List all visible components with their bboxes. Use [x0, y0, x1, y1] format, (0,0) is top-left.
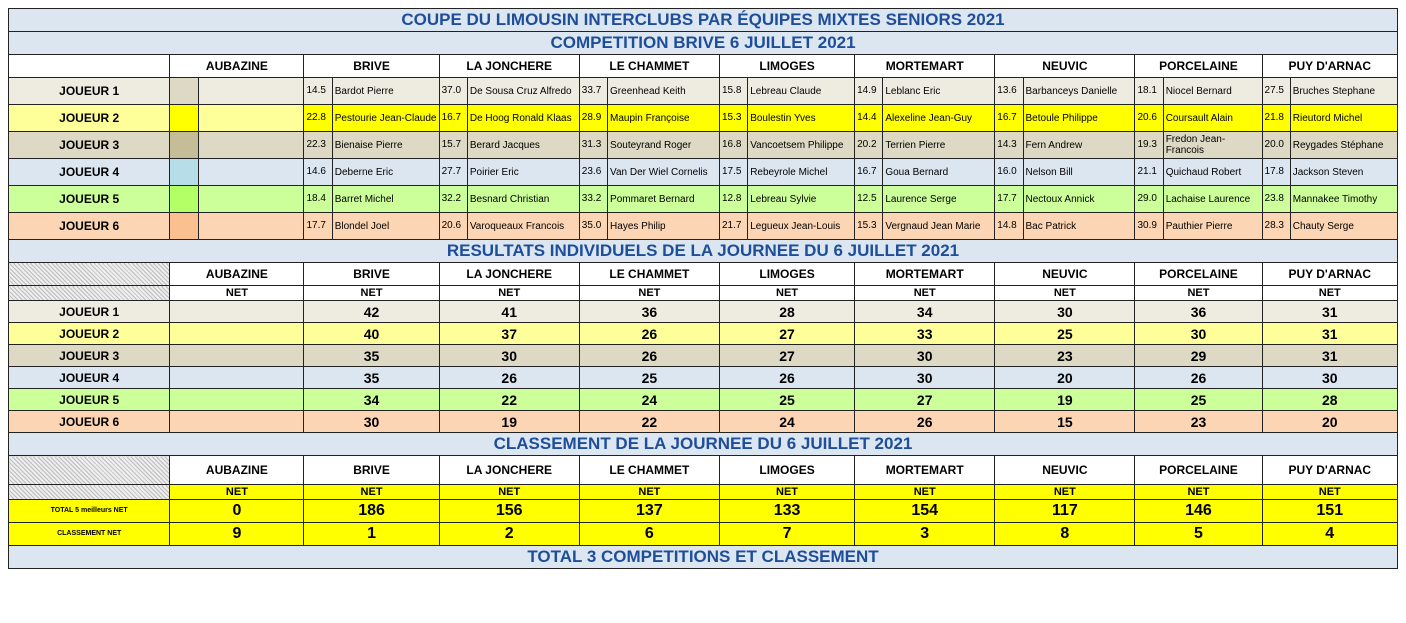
player-name: Maupin Françoise [608, 105, 720, 132]
net-score: 30 [995, 301, 1135, 323]
handicap: 28.9 [579, 105, 607, 132]
net-score: 31 [1262, 345, 1397, 367]
club-header: MORTEMART [855, 456, 995, 485]
ranking-value: 4 [1262, 523, 1397, 546]
player-label: JOUEUR 3 [9, 345, 170, 367]
net-score: 26 [719, 367, 854, 389]
player-name: Bac Patrick [1023, 213, 1135, 240]
handicap: 29.0 [1135, 186, 1163, 213]
net-score: 27 [855, 389, 995, 411]
player-label: JOUEUR 1 [9, 78, 170, 105]
ranking-value: 7 [719, 523, 854, 546]
net-score: 22 [439, 389, 579, 411]
handicap: 20.2 [855, 132, 883, 159]
handicap: 16.0 [995, 159, 1023, 186]
player-name: Besnard Christian [467, 186, 579, 213]
handicap: 37.0 [439, 78, 467, 105]
net-score: 27 [719, 345, 854, 367]
player-name: Coursault Alain [1163, 105, 1262, 132]
ranking-value: 8 [995, 523, 1135, 546]
net-score: 26 [439, 367, 579, 389]
handicap [170, 186, 198, 213]
player-name: Goua Bernard [883, 159, 995, 186]
player-name [198, 132, 304, 159]
handicap: 32.2 [439, 186, 467, 213]
ranking-title [9, 433, 1398, 456]
player-name: Greenhead Keith [608, 78, 720, 105]
net-score: 41 [439, 301, 579, 323]
player-name: Alexeline Jean-Guy [883, 105, 995, 132]
net-label: NET [579, 286, 719, 301]
handicap: 19.3 [1135, 132, 1163, 159]
handicap: 27.5 [1262, 78, 1290, 105]
result-row [9, 389, 1398, 411]
player-name: Pauthier Pierre [1163, 213, 1262, 240]
player-name: Poirier Eric [467, 159, 579, 186]
handicap: 21.8 [1262, 105, 1290, 132]
club-header: AUBAZINE [170, 263, 304, 286]
sheet-title [9, 9, 1398, 32]
corner-cell [9, 485, 170, 500]
club-header-row [9, 263, 1398, 286]
handicap: 17.5 [719, 159, 747, 186]
net-label: NET [855, 485, 995, 500]
net-score: 25 [995, 323, 1135, 345]
handicap: 30.9 [1135, 213, 1163, 240]
player-label: JOUEUR 4 [9, 367, 170, 389]
net-score: 37 [439, 323, 579, 345]
player-name: Leblanc Eric [883, 78, 995, 105]
player-name: Rieutord Michel [1290, 105, 1397, 132]
handicap: 21.1 [1135, 159, 1163, 186]
handicap: 12.5 [855, 186, 883, 213]
total-net: 117 [995, 500, 1135, 523]
handicap: 18.1 [1135, 78, 1163, 105]
total-net: 0 [170, 500, 304, 523]
handicap [170, 78, 198, 105]
club-header: PUY D'ARNAC [1262, 55, 1397, 78]
club-header: BRIVE [304, 55, 439, 78]
handicap: 18.4 [304, 186, 332, 213]
net-score [170, 345, 304, 367]
net-score: 25 [719, 389, 854, 411]
player-name: Lebreau Claude [748, 78, 855, 105]
player-name: Chauty Serge [1290, 213, 1397, 240]
player-label: JOUEUR 1 [9, 301, 170, 323]
player-name: Nectoux Annick [1023, 186, 1135, 213]
result-row [9, 367, 1398, 389]
ranking-value: 1 [304, 523, 439, 546]
net-score: 26 [579, 345, 719, 367]
net-score: 19 [995, 389, 1135, 411]
net-label: NET [170, 286, 304, 301]
club-header: NEUVIC [995, 456, 1135, 485]
results-title: RESULTATS INDIVIDUELS DE LA JOURNEE DU 6 JUILLET 2021 [9, 240, 1398, 263]
net-score: 30 [439, 345, 579, 367]
sheet-title: COUPE DU LIMOUSIN INTERCLUBS PAR ÉQUIPES MIXTES SENIORS 2021 [9, 9, 1398, 32]
net-score: 31 [1262, 301, 1397, 323]
net-score: 19 [439, 411, 579, 433]
club-header: PORCELAINE [1135, 456, 1262, 485]
player-label: JOUEUR 5 [9, 186, 170, 213]
net-score: 20 [1262, 411, 1397, 433]
player-name: Fredon Jean-Francois [1163, 132, 1262, 159]
net-score: 25 [1135, 389, 1262, 411]
player-name: Fern Andrew [1023, 132, 1135, 159]
player-name: Nelson Bill [1023, 159, 1135, 186]
handicap: 16.7 [855, 159, 883, 186]
handicap: 20.6 [439, 213, 467, 240]
ranking-row [9, 523, 1398, 546]
handicap: 14.5 [304, 78, 332, 105]
handicap: 14.4 [855, 105, 883, 132]
player-name: Lachaise Laurence [1163, 186, 1262, 213]
player-row [9, 132, 1398, 159]
club-header: NEUVIC [995, 55, 1135, 78]
ranking-title: CLASSEMENT DE LA JOURNEE DU 6 JUILLET 2021 [9, 433, 1398, 456]
total-net: 186 [304, 500, 439, 523]
handicap: 16.7 [439, 105, 467, 132]
player-row [9, 213, 1398, 240]
player-name [198, 159, 304, 186]
player-name: Mannakee Timothy [1290, 186, 1397, 213]
footer-title [9, 546, 1398, 569]
player-name: Varoqueaux Francois [467, 213, 579, 240]
handicap: 15.3 [855, 213, 883, 240]
player-name: Van Der Wiel Cornelis [608, 159, 720, 186]
player-name: Quichaud Robert [1163, 159, 1262, 186]
total-net: 151 [1262, 500, 1397, 523]
net-score: 30 [855, 367, 995, 389]
net-score: 15 [995, 411, 1135, 433]
player-name: Blondel Joel [332, 213, 439, 240]
net-score: 28 [1262, 389, 1397, 411]
player-name: Bruches Stephane [1290, 78, 1397, 105]
competition-title [9, 32, 1398, 55]
player-name: Hayes Philip [608, 213, 720, 240]
club-header: LE CHAMMET [579, 55, 719, 78]
result-row [9, 301, 1398, 323]
player-name: Deberne Eric [332, 159, 439, 186]
ranking-value: 5 [1135, 523, 1262, 546]
handicap: 33.2 [579, 186, 607, 213]
player-name: Betoule Philippe [1023, 105, 1135, 132]
player-name: Boulestin Yves [748, 105, 855, 132]
net-score: 22 [579, 411, 719, 433]
player-name: De Hoog Ronald Klaas [467, 105, 579, 132]
player-name: Laurence Serge [883, 186, 995, 213]
club-header: BRIVE [304, 456, 439, 485]
player-name: Souteyrand Roger [608, 132, 720, 159]
handicap: 31.3 [579, 132, 607, 159]
club-header-row [9, 55, 1398, 78]
net-score [170, 389, 304, 411]
handicap [170, 105, 198, 132]
handicap: 28.3 [1262, 213, 1290, 240]
player-name [198, 186, 304, 213]
total-net: 137 [579, 500, 719, 523]
net-score: 24 [719, 411, 854, 433]
player-name: Lebreau Sylvie [748, 186, 855, 213]
net-score: 27 [719, 323, 854, 345]
total-net: 133 [719, 500, 854, 523]
player-name: Jackson Steven [1290, 159, 1397, 186]
totals-row [9, 500, 1398, 523]
net-label: NET [439, 286, 579, 301]
total-net: 146 [1135, 500, 1262, 523]
player-name: Reygades Stéphane [1290, 132, 1397, 159]
net-score: 23 [1135, 411, 1262, 433]
club-header: PORCELAINE [1135, 55, 1262, 78]
handicap: 15.3 [719, 105, 747, 132]
net-score: 33 [855, 323, 995, 345]
player-row [9, 105, 1398, 132]
handicap: 20.6 [1135, 105, 1163, 132]
handicap: 22.3 [304, 132, 332, 159]
club-header: LIMOGES [719, 456, 854, 485]
player-name: Vancoetsem Philippe [748, 132, 855, 159]
player-name: Niocel Bernard [1163, 78, 1262, 105]
club-header: LIMOGES [719, 55, 854, 78]
player-label: JOUEUR 6 [9, 213, 170, 240]
player-name: Pommaret Bernard [608, 186, 720, 213]
net-label: NET [719, 286, 854, 301]
club-header: PUY D'ARNAC [1262, 263, 1397, 286]
net-score: 28 [719, 301, 854, 323]
ranking-value: 6 [579, 523, 719, 546]
club-header: LE CHAMMET [579, 456, 719, 485]
handicap: 14.3 [995, 132, 1023, 159]
net-score: 30 [855, 345, 995, 367]
player-name: Legueux Jean-Louis [748, 213, 855, 240]
handicap: 33.7 [579, 78, 607, 105]
player-row [9, 78, 1398, 105]
handicap: 23.6 [579, 159, 607, 186]
club-header: MORTEMART [855, 263, 995, 286]
player-name: Pestourie Jean-Claude [332, 105, 439, 132]
net-score: 42 [304, 301, 439, 323]
handicap: 15.8 [719, 78, 747, 105]
handicap: 17.8 [1262, 159, 1290, 186]
net-label: NET [1135, 286, 1262, 301]
net-label-row [9, 485, 1398, 500]
net-score [170, 323, 304, 345]
net-score: 26 [855, 411, 995, 433]
player-name: Terrien Pierre [883, 132, 995, 159]
handicap: 16.7 [995, 105, 1023, 132]
player-name [198, 213, 304, 240]
player-name: Bardot Pierre [332, 78, 439, 105]
player-label: JOUEUR 4 [9, 159, 170, 186]
net-score [170, 411, 304, 433]
club-header-row [9, 456, 1398, 485]
net-score: 30 [304, 411, 439, 433]
results-title [9, 240, 1398, 263]
club-header: PORCELAINE [1135, 263, 1262, 286]
net-score: 34 [855, 301, 995, 323]
total-net: 156 [439, 500, 579, 523]
player-label: JOUEUR 2 [9, 323, 170, 345]
net-label: NET [855, 286, 995, 301]
net-score [170, 301, 304, 323]
net-label: NET [719, 485, 854, 500]
handicap: 22.8 [304, 105, 332, 132]
ranking-value: 3 [855, 523, 995, 546]
player-row [9, 186, 1398, 213]
ranking-label: CLASSEMENT NET [9, 523, 170, 546]
handicap: 14.8 [995, 213, 1023, 240]
corner-cell [9, 286, 170, 301]
net-score: 23 [995, 345, 1135, 367]
club-header: PUY D'ARNAC [1262, 456, 1397, 485]
player-name: Barret Michel [332, 186, 439, 213]
player-name: Berard Jacques [467, 132, 579, 159]
player-label: JOUEUR 2 [9, 105, 170, 132]
net-score: 29 [1135, 345, 1262, 367]
player-name [198, 78, 304, 105]
player-row [9, 159, 1398, 186]
handicap [170, 132, 198, 159]
club-header: NEUVIC [995, 263, 1135, 286]
net-label: NET [995, 286, 1135, 301]
result-row [9, 411, 1398, 433]
handicap: 16.8 [719, 132, 747, 159]
handicap [170, 159, 198, 186]
net-label: NET [995, 485, 1135, 500]
net-score [170, 367, 304, 389]
handicap: 20.0 [1262, 132, 1290, 159]
net-label: NET [304, 286, 439, 301]
handicap: 12.8 [719, 186, 747, 213]
result-row [9, 345, 1398, 367]
ranking-value: 9 [170, 523, 304, 546]
handicap [170, 213, 198, 240]
total-net: 154 [855, 500, 995, 523]
net-score: 26 [1135, 367, 1262, 389]
footer-title: TOTAL 3 COMPETITIONS ET CLASSEMENT [9, 546, 1398, 569]
player-name [198, 105, 304, 132]
handicap: 14.9 [855, 78, 883, 105]
handicap: 21.7 [719, 213, 747, 240]
handicap: 14.6 [304, 159, 332, 186]
player-label: JOUEUR 3 [9, 132, 170, 159]
club-header: BRIVE [304, 263, 439, 286]
handicap: 35.0 [579, 213, 607, 240]
player-name: Barbanceys Danielle [1023, 78, 1135, 105]
results-sheet [8, 8, 1398, 569]
handicap: 23.8 [1262, 186, 1290, 213]
handicap: 13.6 [995, 78, 1023, 105]
net-score: 35 [304, 367, 439, 389]
net-label: NET [579, 485, 719, 500]
club-header: LA JONCHERE [439, 55, 579, 78]
net-label: NET [439, 485, 579, 500]
net-label: NET [1262, 485, 1397, 500]
net-label: NET [1262, 286, 1397, 301]
totals-label: TOTAL 5 meilleurs NET [9, 500, 170, 523]
player-name: Bienaise Pierre [332, 132, 439, 159]
club-header: MORTEMART [855, 55, 995, 78]
net-label-row [9, 286, 1398, 301]
net-score: 35 [304, 345, 439, 367]
handicap: 17.7 [304, 213, 332, 240]
corner-cell [9, 55, 170, 78]
club-header: LA JONCHERE [439, 456, 579, 485]
player-name: Vergnaud Jean Marie [883, 213, 995, 240]
competition-title: COMPETITION BRIVE 6 JUILLET 2021 [9, 32, 1398, 55]
net-score: 36 [579, 301, 719, 323]
club-header: LA JONCHERE [439, 263, 579, 286]
ranking-value: 2 [439, 523, 579, 546]
player-name: Rebeyrole Michel [748, 159, 855, 186]
handicap: 17.7 [995, 186, 1023, 213]
club-header: AUBAZINE [170, 55, 304, 78]
net-score: 30 [1262, 367, 1397, 389]
player-label: JOUEUR 6 [9, 411, 170, 433]
club-header: LIMOGES [719, 263, 854, 286]
net-score: 34 [304, 389, 439, 411]
net-score: 24 [579, 389, 719, 411]
player-name: De Sousa Cruz Alfredo [467, 78, 579, 105]
net-score: 30 [1135, 323, 1262, 345]
corner-cell [9, 456, 170, 485]
net-score: 31 [1262, 323, 1397, 345]
net-score: 36 [1135, 301, 1262, 323]
handicap: 27.7 [439, 159, 467, 186]
net-label: NET [170, 485, 304, 500]
result-row [9, 323, 1398, 345]
net-score: 25 [579, 367, 719, 389]
handicap: 15.7 [439, 132, 467, 159]
club-header: LE CHAMMET [579, 263, 719, 286]
club-header: AUBAZINE [170, 456, 304, 485]
net-label: NET [304, 485, 439, 500]
net-score: 26 [579, 323, 719, 345]
corner-cell [9, 263, 170, 286]
net-score: 20 [995, 367, 1135, 389]
player-label: JOUEUR 5 [9, 389, 170, 411]
net-label: NET [1135, 485, 1262, 500]
net-score: 40 [304, 323, 439, 345]
